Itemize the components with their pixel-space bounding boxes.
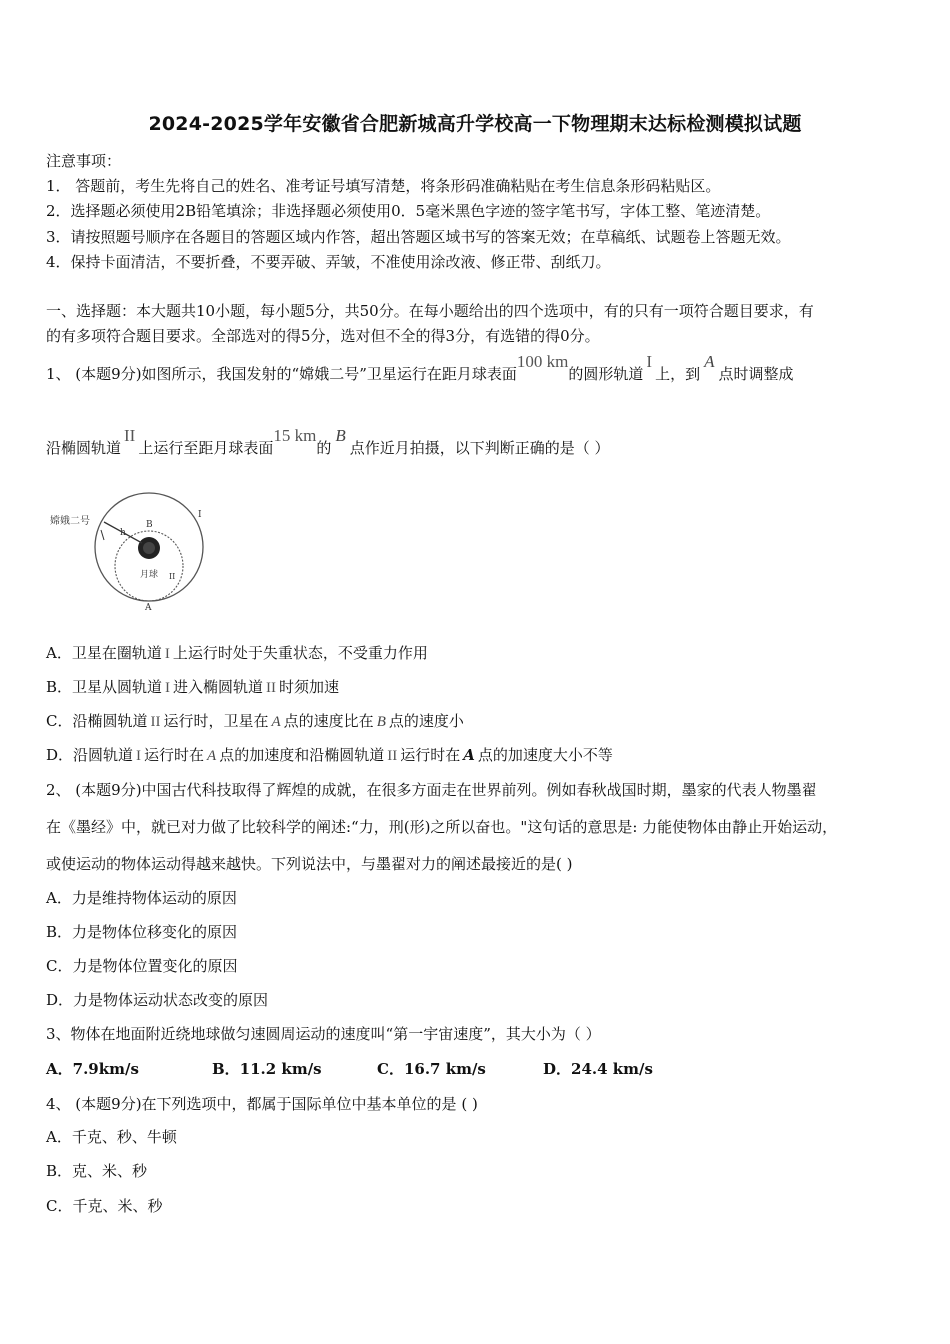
q2-option-d: D．力是物体运动状态改变的原因: [46, 991, 269, 1009]
orbit-i-label: I: [198, 510, 202, 520]
option-math: I: [165, 680, 171, 696]
q1-text: 上运行至距月球表面: [138, 439, 274, 457]
q1-text: 点作近月拍摄，以下判断正确的是（ ）: [349, 439, 610, 457]
option-math: A: [207, 748, 217, 764]
q1-text: 沿椭圆轨道: [46, 439, 122, 457]
q1-text: 的: [316, 439, 332, 457]
q2-option-b: B．力是物体位移变化的原因: [46, 923, 238, 941]
q4-option-b: B．克、米、秒: [46, 1162, 148, 1180]
option-text: 进入椭圆轨道: [173, 678, 264, 696]
option-math: A: [463, 746, 475, 764]
option-text: 点的速度小: [388, 712, 464, 730]
q1-option-d: [46, 745, 613, 766]
section-instructions: 一、选择题：本大题共10小题，每小题5分，共50分。在每小题给出的四个选项中，有的只有一项符合题目要求，有: [46, 302, 814, 320]
option-text: 点的速度比在: [283, 712, 374, 730]
option-math: II: [387, 748, 398, 764]
question-2-stem: 在《墨经》中，就已对力做了比较科学的阐述:“力，刑(形)之所以奋也。"这句话的意思是: 力能使物体由静止开始运动，: [46, 818, 838, 836]
notice-item: 1． 答题前，考生先将自己的姓名、准考证号填写清楚，将条形码准确粘贴在考生信息条形码粘贴区。: [46, 177, 721, 195]
option-math: B: [376, 714, 386, 730]
page-title: 2024-2025学年安徽省合肥新城高升学校高一下物理期末达标检测模拟试题: [148, 113, 802, 135]
question-3-stem: 3、物体在地面附近绕地球做匀速圆周运动的速度叫“第一宇宙速度”，其大小为（ ）: [46, 1025, 601, 1043]
q1-math: 100 km: [516, 352, 569, 371]
option-text: 运行时在: [144, 746, 205, 764]
q1-text: 1、 (本题9分)如图所示，我国发射的“嫦娥二号”卫星运行在距月球表面: [46, 365, 517, 383]
notice-item: 4．保持卡面清洁，不要折叠，不要弄破、弄皱，不准使用涂改液、修正带、刮纸刀。: [46, 253, 611, 271]
option-math: A: [271, 714, 281, 730]
q2-option-a: A．力是维持物体运动的原因: [46, 889, 237, 907]
q2-option-c: C．力是物体位置变化的原因: [46, 957, 238, 975]
option-text: 时须加速: [279, 678, 340, 696]
question-1-stem: [46, 352, 794, 384]
q4-option-c: C．千克、米、秒: [46, 1197, 163, 1215]
orbit-ii-label: II: [169, 572, 176, 581]
option-text: 运行时，卫星在: [163, 712, 269, 730]
question-4-stem: 4、 (本题9分)在下列选项中，都属于国际单位中基本单位的是 ( ): [46, 1095, 478, 1113]
q3-option-b: B．11.2 km/s: [212, 1060, 322, 1078]
orbit-figure: [46, 480, 216, 615]
question-2-stem: 或使运动的物体运动得越来越快。下列说法中，与墨翟对力的阐述最接近的是( ): [46, 855, 573, 873]
option-text: 运行时在: [400, 746, 461, 764]
question-2-stem: 2、 (本题9分)中国古代科技取得了辉煌的成就，在很多方面走在世界前列。例如春秋战国时期，墨家的代表人物墨翟: [46, 781, 817, 799]
q1-math: I: [646, 352, 653, 371]
option-text: A．卫星在圈轨道: [46, 644, 162, 662]
question-1-stem-cont: [46, 426, 610, 458]
option-text: B．卫星从圆轨道: [46, 678, 163, 696]
point-b-label: B: [146, 520, 153, 530]
section-instructions: 的有多项符合题目要求。全部选对的得5分，选对但不全的得3分，有选错的得0分。: [46, 327, 600, 345]
q4-option-a: A．千克、秒、牛顿: [46, 1128, 177, 1146]
q1-option-a: [46, 643, 428, 664]
option-math: II: [266, 680, 277, 696]
q3-option-c: C．16.7 km/s: [377, 1060, 486, 1078]
option-math: II: [150, 714, 161, 730]
q1-option-c: [46, 711, 464, 732]
q1-text: 点时调整成: [718, 365, 794, 383]
q1-math: A: [704, 352, 715, 371]
notice-item: 2．选择题必须使用2B铅笔填涂；非选择题必须使用0．5毫米黑色字迹的签字笔书写，字体工整、笔迹清楚。: [46, 202, 771, 220]
satellite-label: 嫦娥二号: [50, 516, 90, 527]
q1-text: 上，到: [655, 365, 701, 383]
q1-option-b: [46, 677, 339, 698]
height-label: h: [120, 528, 126, 538]
point-a-label: A: [145, 603, 152, 613]
q1-math: II: [124, 426, 136, 445]
moon-label: 月球: [140, 570, 159, 580]
option-text: D．沿圆轨道: [46, 746, 134, 764]
option-text: 上运行时处于失重状态，不受重力作用: [172, 644, 428, 662]
q3-option-a: A．7.9km/s: [46, 1060, 139, 1078]
notice-heading: 注意事项：: [46, 152, 122, 170]
q3-option-d: D．24.4 km/s: [543, 1060, 653, 1078]
option-text: C．沿椭圆轨道: [46, 712, 148, 730]
q1-text: 的圆形轨道: [568, 365, 644, 383]
notice-item: 3．请按照题号顺序在各题目的答题区域内作答，超出答题区域书写的答案无效；在草稿纸、试题卷上答题无效。: [46, 228, 791, 246]
q1-math: B: [335, 426, 346, 445]
option-text: 点的加速度大小不等: [477, 746, 613, 764]
q1-math: 15 km: [273, 426, 317, 445]
option-text: 点的加速度和沿椭圆轨道: [219, 746, 385, 764]
option-math: I: [136, 748, 142, 764]
option-math: I: [164, 646, 170, 662]
